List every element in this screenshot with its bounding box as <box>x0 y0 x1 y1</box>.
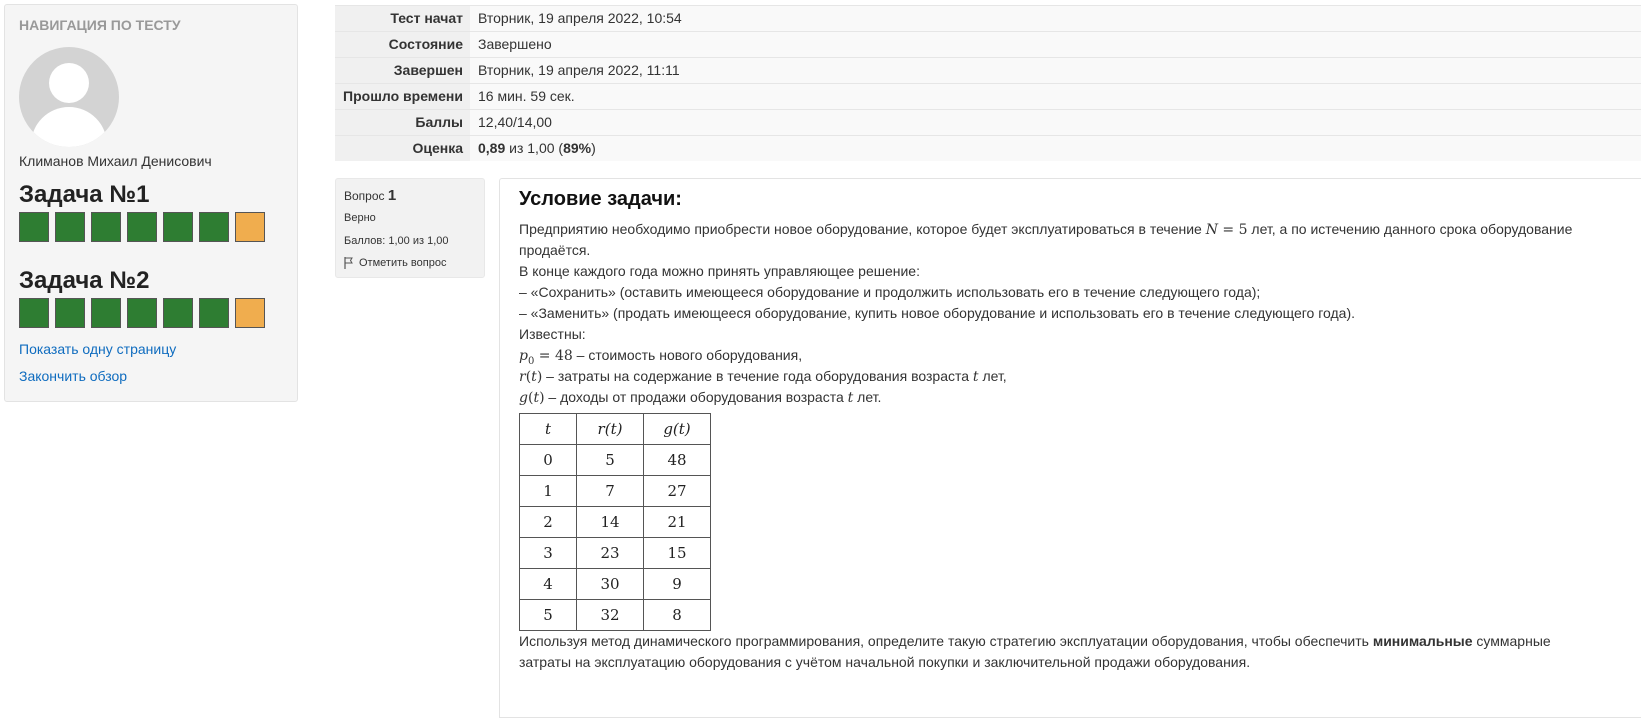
question-button[interactable] <box>19 298 49 328</box>
summary-row <box>335 58 1641 84</box>
summary-row-grade <box>335 136 1641 162</box>
question-state: Верно <box>344 212 376 224</box>
summary-label: Состояние <box>335 32 470 58</box>
question-button[interactable] <box>55 298 85 328</box>
table-row <box>520 569 711 600</box>
flag-question-button[interactable] <box>344 257 446 269</box>
question-button[interactable] <box>19 212 49 242</box>
math-g-arg: t <box>533 390 540 406</box>
table-cell: 4 <box>520 569 577 600</box>
table-cell: 5 <box>577 445 644 476</box>
table-cell: 8 <box>644 600 711 631</box>
user-name-link[interactable]: Климанов Михаил Денисович <box>19 153 212 169</box>
avatar[interactable] <box>19 47 119 147</box>
grade-of: из 1,00 ( <box>509 140 564 156</box>
table-header-row <box>520 414 711 445</box>
task-2-title: Задача №2 <box>19 267 150 294</box>
grade-percent: 89% <box>563 140 592 156</box>
table-row <box>520 600 711 631</box>
table-cell: 30 <box>577 569 644 600</box>
r-definition: r(t) – затраты на содержание в течение года оборудования возраста t лет, <box>519 368 1007 385</box>
math-t: t <box>847 390 854 406</box>
text: Предприятию необходимо приобрести новое оборудование, которое будет эксплуатироваться в течение <box>519 221 1202 237</box>
emphasis-minimal: минимальные <box>1372 633 1473 649</box>
table-cell: 21 <box>644 507 711 538</box>
question-info <box>335 178 485 278</box>
text: лет, а по истечению данного срока оборудование <box>1247 221 1573 237</box>
table-cell: 0 <box>520 445 577 476</box>
question-button[interactable] <box>235 212 265 242</box>
flag-icon <box>344 257 354 269</box>
table-header: t <box>520 414 577 445</box>
text: – стоимость нового оборудования, <box>572 347 803 363</box>
summary-row <box>335 6 1641 32</box>
summary-value: 16 мин. 59 сек. <box>470 84 1641 110</box>
text: Используя метод динамического программирования, определите такую стратегию эксплуатации оборудования, чтобы обеспечить <box>519 633 1373 649</box>
math-p-var: p <box>519 348 528 364</box>
show-one-page-link[interactable]: Показать одну страницу <box>19 341 177 357</box>
table-row <box>520 476 711 507</box>
summary-label: Завершен <box>335 58 470 84</box>
question-button[interactable] <box>235 298 265 328</box>
question-button[interactable] <box>199 212 229 242</box>
text: суммарные <box>1472 633 1551 649</box>
question-number <box>344 187 396 204</box>
table-cell: 15 <box>644 538 711 569</box>
grade-close: ) <box>591 140 596 156</box>
option-replace: – «Заменить» (продать имеющееся оборудование, купить новое оборудование и использовать его в течение следующего года). <box>519 305 1356 321</box>
question-button[interactable] <box>163 298 193 328</box>
summary-label: Баллы <box>335 110 470 136</box>
text: лет. <box>853 389 882 405</box>
question-text-line-1 <box>519 219 1572 240</box>
question-title: Условие задачи: <box>519 188 682 210</box>
math-t: t <box>972 369 979 385</box>
known-label: Известны: <box>519 326 586 342</box>
question-final-line-2: затраты на эксплуатацию оборудования с учётом начальной покупки и заключительной продажи оборудования. <box>519 654 1251 670</box>
question-final-line-1 <box>519 631 1551 651</box>
table-cell: 32 <box>577 600 644 631</box>
math-n-value: = 5 <box>1217 222 1248 238</box>
table-cell: 9 <box>644 569 711 600</box>
summary-value: Вторник, 19 апреля 2022, 11:11 <box>470 58 1641 84</box>
table-cell: 14 <box>577 507 644 538</box>
math-p-value: = 48 <box>534 348 573 364</box>
table-cell: 7 <box>577 476 644 507</box>
table-cell: 27 <box>644 476 711 507</box>
question-grade: Баллов: 1,00 из 1,00 <box>344 235 449 247</box>
math-p-sub: 0 <box>527 355 535 367</box>
table-cell: 5 <box>520 600 577 631</box>
grade-score: 0,89 <box>478 140 506 156</box>
question-button[interactable] <box>199 298 229 328</box>
flag-question-label: Отметить вопрос <box>359 257 447 269</box>
question-text-line-3: В конце каждого года можно принять управляющее решение: <box>519 263 920 279</box>
data-table <box>519 413 711 631</box>
task-1-question-buttons <box>19 212 265 242</box>
quiz-navigation-title: НАВИГАЦИЯ ПО ТЕСТУ <box>19 17 181 33</box>
table-cell: 3 <box>520 538 577 569</box>
summary-row <box>335 110 1641 136</box>
table-row <box>520 538 711 569</box>
avatar-head <box>49 63 89 103</box>
attempt-summary-table <box>335 5 1641 161</box>
table-header: r(t) <box>577 414 644 445</box>
text: – затраты на содержание в течение года оборудования возраста <box>542 368 973 384</box>
summary-grade-value <box>470 136 1641 162</box>
table-cell: 23 <box>577 538 644 569</box>
summary-label: Оценка <box>335 136 470 162</box>
summary-value: Завершено <box>470 32 1641 58</box>
question-button[interactable] <box>55 212 85 242</box>
math-n-var: N <box>1205 222 1218 238</box>
question-button[interactable] <box>127 212 157 242</box>
task-1-title: Задача №1 <box>19 181 150 208</box>
quiz-navigation-block <box>4 4 298 402</box>
avatar-body <box>31 107 107 147</box>
table-cell: 1 <box>520 476 577 507</box>
text: лет, <box>978 368 1007 384</box>
table-cell: 2 <box>520 507 577 538</box>
finish-review-link[interactable]: Закончить обзор <box>19 368 128 384</box>
math-r-arg: t <box>531 369 537 385</box>
math-g-var: g <box>519 390 528 406</box>
summary-row <box>335 32 1641 58</box>
question-button[interactable] <box>91 298 121 328</box>
table-header: g(t) <box>644 414 711 445</box>
question-number-value: 1 <box>387 187 397 204</box>
table-cell: 48 <box>644 445 711 476</box>
summary-row <box>335 84 1641 110</box>
question-button[interactable] <box>91 212 121 242</box>
summary-value: 12,40/14,00 <box>470 110 1641 136</box>
task-2-question-buttons <box>19 298 265 328</box>
table-row <box>520 445 711 476</box>
option-keep: – «Сохранить» (оставить имеющееся оборудование и продолжить использовать его в течение следующего года); <box>519 284 1261 300</box>
g-definition: g(t) – доходы от продажи оборудования возраста t лет. <box>519 389 882 406</box>
question-button[interactable] <box>127 298 157 328</box>
table-row <box>520 507 711 538</box>
summary-value: Вторник, 19 апреля 2022, 10:54 <box>470 6 1641 32</box>
summary-label: Тест начат <box>335 6 470 32</box>
question-button[interactable] <box>163 212 193 242</box>
question-content <box>499 178 1641 718</box>
question-text-line-2: продаётся. <box>519 242 591 258</box>
math-r-var: r <box>519 369 526 385</box>
summary-label: Прошло времени <box>335 84 470 110</box>
text: – доходы от продажи оборудования возраста <box>544 389 848 405</box>
question-label: Вопрос <box>344 189 385 203</box>
